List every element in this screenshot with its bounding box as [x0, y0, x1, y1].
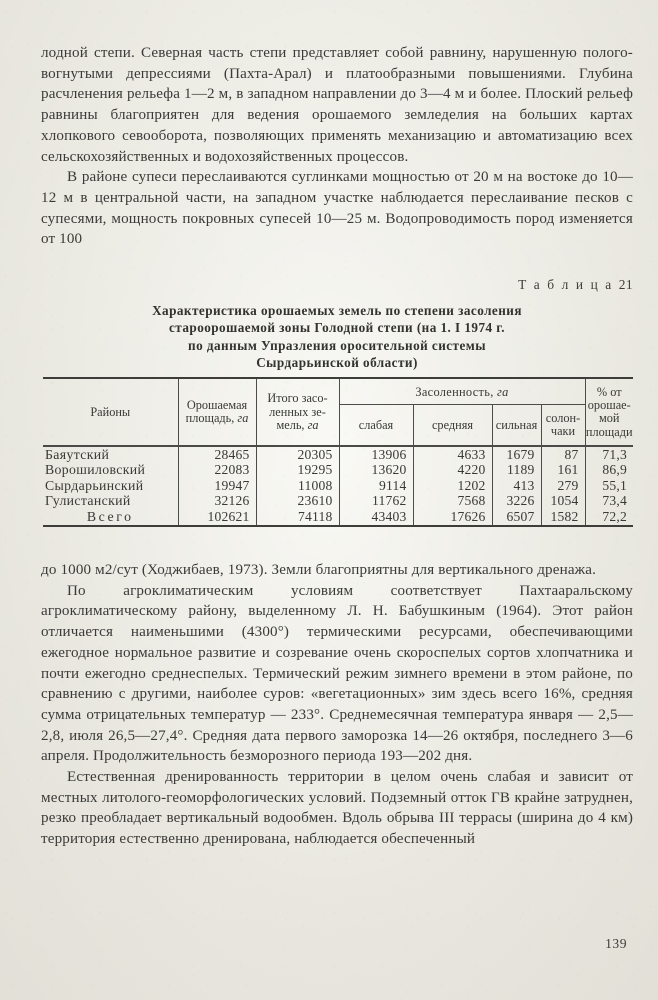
row-percent: 71,3: [585, 447, 633, 463]
table-title-line-4: Сырдарьинской области): [256, 355, 418, 371]
table-row: [43, 447, 633, 463]
row-slabaya: 11762: [339, 493, 413, 509]
paragraph-3: до 1000 м2/сут (Ходжибаев, 1973). Земли благоприятны для вертикального дренажа.: [41, 562, 597, 578]
table-title-line-1: Характеристика орошаемых земель по степени засоления: [152, 303, 522, 318]
bottom-text-block: [41, 560, 633, 850]
header-itogo-line3: мель,: [276, 418, 308, 433]
header-zasolennost-label: Засоленность,: [415, 384, 497, 399]
header-percent-line4: площади: [585, 424, 633, 439]
table-label-number: 21: [618, 277, 633, 292]
header-oroshaemaya-unit: га: [237, 411, 249, 426]
table-grid: [43, 379, 633, 445]
table-row: [43, 462, 633, 478]
table-label: [518, 277, 633, 293]
header-percent: [585, 379, 633, 445]
table-row: [43, 478, 633, 494]
total-oroshaemaya: 102621: [178, 509, 256, 525]
header-oroshaemaya-line1: Орошаемая: [186, 397, 248, 412]
header-itogo-line2: ленных зе-: [269, 404, 326, 419]
row-srednyaya: 1202: [413, 478, 492, 494]
table-title-line-2: староорошаемой зоны Голодной степи (на 1. I 1974 г.: [168, 320, 506, 336]
row-silnaya: 1679: [492, 447, 541, 463]
row-srednyaya: 7568: [413, 493, 492, 509]
header-slabaya: [339, 405, 413, 446]
header-solonchaki-line2: чаки: [550, 424, 576, 439]
row-itogo: 20305: [256, 447, 339, 463]
row-srednyaya: 4220: [413, 462, 492, 478]
total-percent: 72,2: [585, 509, 633, 525]
row-itogo: 11008: [256, 478, 339, 494]
row-silnaya: 1189: [492, 462, 541, 478]
total-itogo: 74118: [256, 509, 339, 525]
table-title-line-3: по данным Упразления оросительной системы: [188, 337, 486, 353]
row-percent: 55,1: [585, 478, 633, 494]
header-percent-line1: % от: [596, 384, 622, 399]
header-itogo-unit: га: [307, 418, 319, 433]
row-name: Гулистанский: [45, 493, 131, 509]
row-silnaya: 413: [492, 478, 541, 494]
table-rule-bottom: [43, 525, 633, 527]
page-number: 139: [605, 936, 627, 951]
paragraph-2: В районе супеси переслаиваются суглинками мощностью от 20 м на востоке до 10—12 м в центральной части, на западном участке наблюдается переслаивание песков с супесями, мощность покровных супесей 10—25 м. Водопроводимость пород изменяется от 100: [41, 169, 633, 248]
row-oroshaemaya: 19947: [178, 478, 256, 494]
table-title: [41, 302, 633, 372]
header-row-group: [43, 379, 633, 405]
row-solonchaki: 279: [541, 478, 585, 494]
header-rayony-label: Районы: [90, 404, 131, 419]
row-itogo: 19295: [256, 462, 339, 478]
header-zasolennost-group: [339, 379, 585, 405]
row-name: Баяутский: [45, 446, 110, 462]
top-text-block: [41, 43, 633, 250]
row-srednyaya: 4633: [413, 447, 492, 463]
table-row: [43, 493, 633, 509]
paragraph-5: Естественная дренированность территории в целом очень слабая и зависит от местных литолого-геоморфологических условий. Подземный отток ГВ крайне затруднен, резко преобладает вертикальный водообмен. Вдоль обрыва III террасы (ширина до 4 км) территория естественно дренирована, наблюдается обеспеченный: [41, 769, 633, 848]
row-itogo: 23610: [256, 493, 339, 509]
row-slabaya: 13906: [339, 447, 413, 463]
header-solonchaki-line1: солон-: [545, 410, 581, 425]
total-silnaya: 6507: [492, 509, 541, 525]
header-zasolennost-unit: га: [497, 384, 509, 399]
paragraph-4: По агроклиматическим условиям соответствует Пахтааральскому агроклиматическому району, выделенному Л. Н. Бабушкиным (1964). Этот район отличается наименьшими (4300°) термическими ресурсами, обеспечивающими ежегодное нормальное развитие и созревание очень скороспелых сортов хлопчатника и почти ежегодно среднеспелых. Термический режим зимнего времени в этом районе, по сравнению с другими, наиболее суров: «вегетационных» зим здесь всего 16%, средняя сумма отрицательных температур — 233°. Среднемесячная температура января — 2,5—2,8, июля 26,5—27,4°. Средняя дата первого заморозка 14—26 октября, последнего 3—6 апреля. Продолжительность безморозного периода 193—202 дня.: [41, 582, 633, 765]
header-percent-line3: мой: [598, 411, 620, 426]
total-srednyaya: 17626: [413, 509, 492, 525]
header-slabaya-label: слабая: [358, 417, 394, 432]
paragraph-1: лодной степи. Северная часть степи представляет собой равнину, нарушенную полого-вогнутыми депрессиями (Пахта-Арал) и платообразными повышениями. Глубина расчленения рельефа 1—2 м, в западном направлении до 3—4 м и более. Плоский рельеф равнины благоприятен для ведения орошаемого земледелия на больших картах хлопкового севооборота, позволяющих применять механизацию и автоматизацию всех сельскохозяйственных и водохозяйственных процессов.: [41, 45, 633, 165]
header-srednyaya-label: средняя: [431, 417, 474, 432]
header-silnaya: [492, 405, 541, 446]
header-rayony: [43, 379, 178, 445]
table-label-word: Т а б л и ц а: [518, 277, 614, 292]
row-silnaya: 3226: [492, 493, 541, 509]
row-name: Сырдарьинский: [45, 477, 144, 493]
row-percent: 73,4: [585, 493, 633, 509]
header-oroshaemaya-line2: площадь,: [185, 411, 238, 426]
row-slabaya: 9114: [339, 478, 413, 494]
header-percent-line2: орошае-: [587, 397, 631, 412]
table-total-row: [43, 509, 633, 525]
row-slabaya: 13620: [339, 462, 413, 478]
row-percent: 86,9: [585, 462, 633, 478]
total-solonchaki: 1582: [541, 509, 585, 525]
salinity-table: [43, 377, 633, 527]
header-itogo: [256, 379, 339, 445]
row-oroshaemaya: 28465: [178, 447, 256, 463]
row-name: Ворошиловский: [45, 462, 146, 478]
page-content: [41, 0, 633, 1000]
header-silnaya-label: сильная: [495, 417, 538, 432]
table-body-grid: [43, 447, 633, 525]
total-slabaya: 43403: [339, 509, 413, 525]
header-solonchaki: [541, 405, 585, 446]
total-name: Всего: [86, 508, 134, 524]
header-itogo-line1: Итого засо-: [267, 391, 328, 406]
table-head: [43, 379, 633, 445]
header-srednyaya: [413, 405, 492, 446]
row-oroshaemaya: 32126: [178, 493, 256, 509]
row-solonchaki: 1054: [541, 493, 585, 509]
row-solonchaki: 87: [541, 447, 585, 463]
row-solonchaki: 161: [541, 462, 585, 478]
row-oroshaemaya: 22083: [178, 462, 256, 478]
header-oroshaemaya: [178, 379, 256, 445]
table-body: [43, 447, 633, 525]
